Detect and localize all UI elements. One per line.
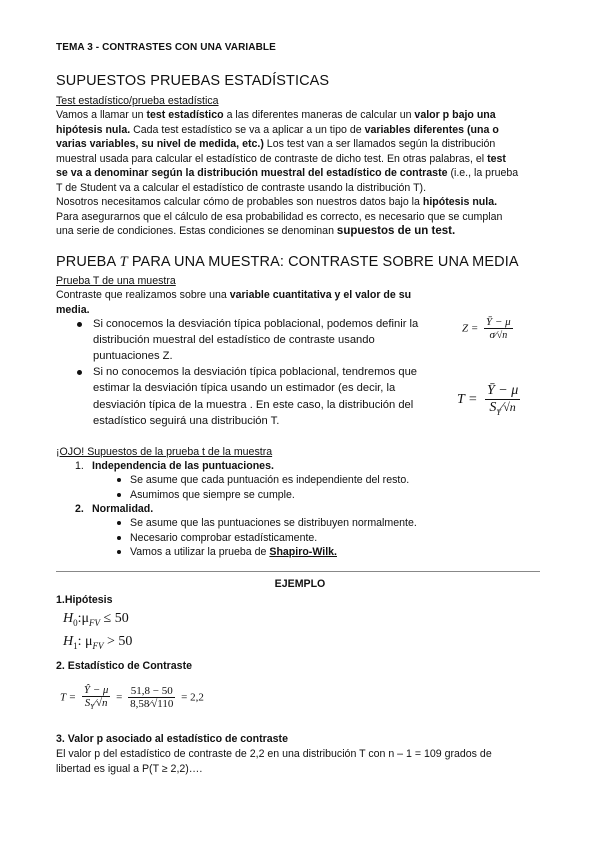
example-title: EJEMPLO <box>274 578 326 590</box>
section-heading-supuestos: SUPUESTOS PRUEBAS ESTADÍSTICAS <box>56 73 330 89</box>
bullet-icon <box>117 550 121 554</box>
bullet-text: Se asume que cada puntuación es independiente del resto. <box>130 474 410 486</box>
bullet-icon <box>117 536 121 540</box>
numbered-item-normalidad: 2. <box>75 503 84 515</box>
subheading-test-estadistico: Test estadístico/prueba estadística <box>56 95 219 107</box>
paragraph-line: T de Student va a calcular el estadístico de contraste usando la distribución T). <box>56 181 427 194</box>
item-title-independencia: Independencia de las puntuaciones. <box>92 460 274 472</box>
bullet-icon <box>77 370 82 375</box>
paragraph-line: Nosotros necesitamos calcular cómo de probables son nuestros datos bajo la hipótesis nula. <box>56 196 498 208</box>
paragraph-line: una serie de condiciones. Estas condiciones se denominan supuestos de un test. <box>56 225 456 237</box>
paragraph-line: Para asegurarnos que el cálculo de esa probabilidad es correcto, es necesario que se cumplan <box>56 210 503 223</box>
paragraph-line: media. <box>56 303 90 316</box>
hypothesis-h1: $H_1$: $\mu_{FV} > 50$ <box>63 634 133 651</box>
paragraph-line: El valor p del estadístico de contraste de 2,2 en una distribución T con n – 1 = 109 grados de <box>56 748 492 760</box>
bullet-icon <box>117 493 121 497</box>
heading-estadistico: 2. Estadístico de Contraste <box>56 660 192 672</box>
bullet-icon <box>117 478 121 482</box>
document-header-title: TEMA 3 - CONTRASTES CON UNA VARIABLE <box>56 42 276 53</box>
numbered-item-independencia: 1. <box>75 460 84 472</box>
item-title-normalidad: Normalidad. <box>92 503 154 515</box>
paragraph-line: muestral usada para calcular el estadístico de contraste de dicho test. En otras palabras, el test <box>56 152 506 165</box>
hypothesis-h0: $H_0:\mu_{FV} \le 50$ <box>63 611 129 628</box>
paragraph-line: Contraste que realizamos sobre una variable cuantitativa y el valor de su <box>56 289 412 301</box>
paragraph-line: varias variables, su nivel de medida, etc.) Los test van a ser llamados según la distribución <box>56 138 496 150</box>
paragraph-line: se va a denominar según la distribución muestral del estadístico de contraste (i.e., la prueba <box>56 167 519 179</box>
paragraph-line: Vamos a llamar un test estadístico a las diferentes maneras de calcular un valor p bajo una <box>56 109 496 121</box>
subheading-ojo-supuestos: ¡OJO! Supuestos de la prueba t de la muestra <box>56 446 273 458</box>
heading-hipotesis: 1.Hipótesis <box>56 594 113 606</box>
formula-t: T = $\frac{Ȳ - \mu}{S_Y⁄√n}$ <box>457 383 519 417</box>
bullet-unknown-sd: Si no conocemos la desviación típica poblacional, tendremos que estimar la desviación típica usando un estimador (es decir, la desviación típica de la muestra . En este caso, la distribución del estadístico seguirá una distribución T. <box>93 366 418 427</box>
bullet-text: Necesario comprobar estadísticamente. <box>130 531 318 544</box>
paragraph-line: hipótesis nula. Cada test estadístico se va a aplicar a un tipo de variables diferentes (una o <box>56 123 499 136</box>
subheading-prueba-t-muestra: Prueba T de una muestra <box>56 275 176 287</box>
heading-valor-p: 3. Valor p asociado al estadístico de contraste <box>56 733 288 745</box>
bullet-text: Vamos a utilizar la prueba de Shapiro-Wilk. <box>130 546 337 558</box>
bullet-text: Asumimos que siempre se cumple. <box>130 488 295 501</box>
bullet-icon <box>77 322 82 327</box>
horizontal-divider <box>56 571 540 572</box>
formula-z: Z = $\frac{Ȳ - \mu}{\sigma⁄√n}$ <box>462 316 511 341</box>
bullet-known-sd: Si conocemos la desviación típica poblacional, podemos definir la distribución muestral del estadístico de contraste usando puntuaciones Z. <box>93 318 419 362</box>
bullet-icon <box>117 521 121 525</box>
paragraph-line: libertad es igual a P(T ≥ 2,2)…. <box>56 763 203 775</box>
bullet-text: Se asume que las puntuaciones se distribuyen normalmente. <box>130 517 417 529</box>
section-heading-prueba-t: PRUEBA T PARA UNA MUESTRA: CONTRASTE SOBRE UNA MEDIA <box>56 254 519 270</box>
formula-contrast-calculation: T = $\frac{Ŷ - \mu}{S_Y⁄√n}$ = $\frac{51,8 - 50}{8,58⁄√110}$ = 2,2 <box>60 684 204 712</box>
